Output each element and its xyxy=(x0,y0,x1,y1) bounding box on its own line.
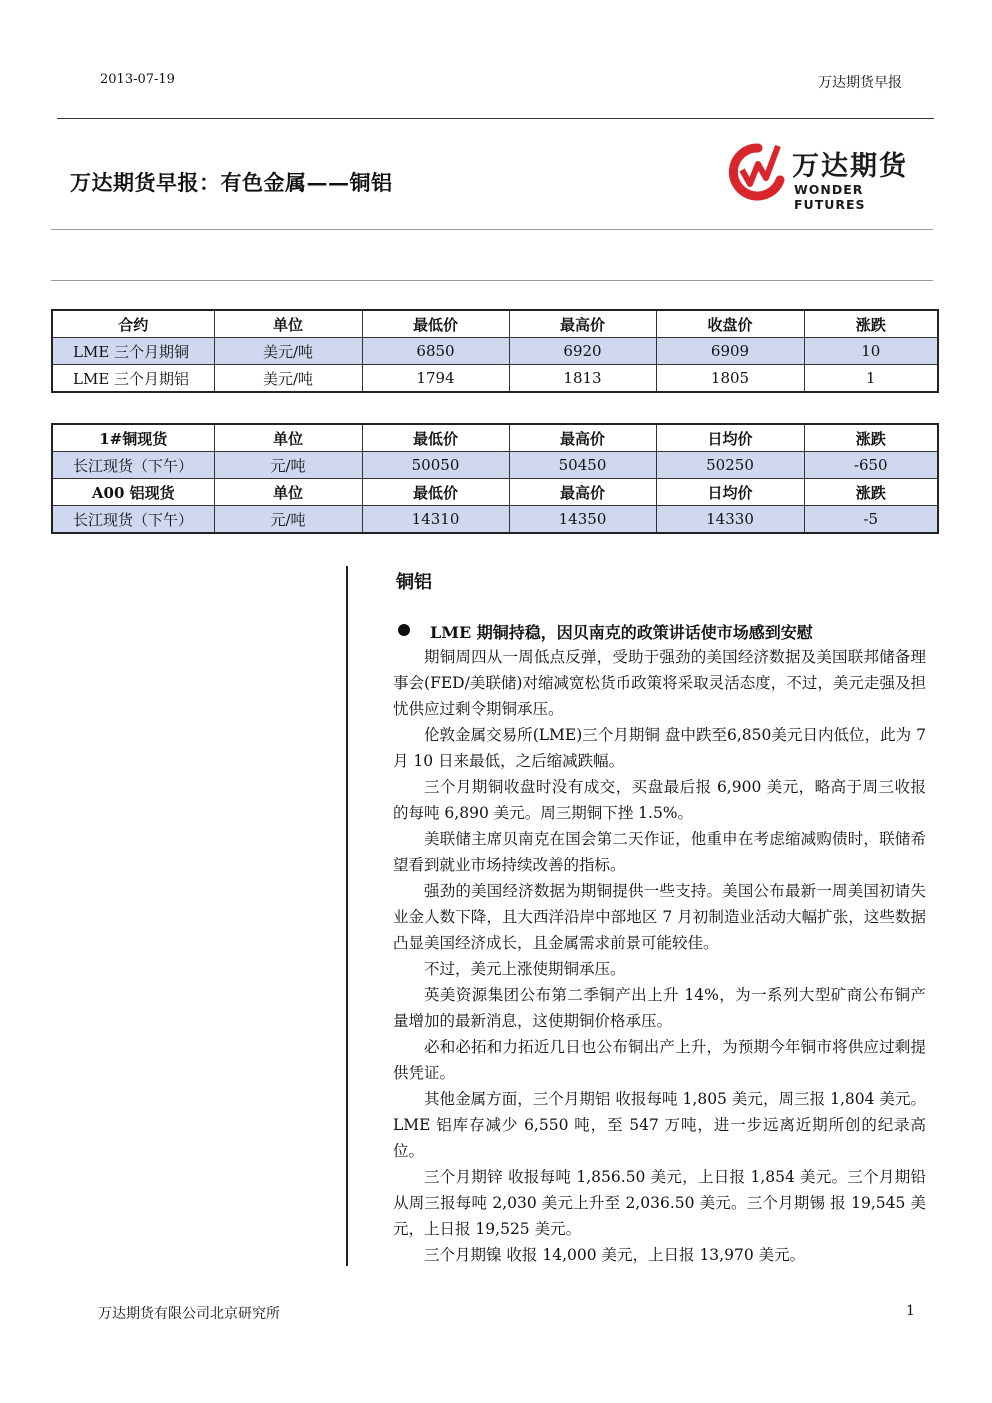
table-cell: 50450 xyxy=(509,452,656,479)
table-header-cell: 涨跌 xyxy=(804,310,938,338)
article-paragraph: 三个月期镍 收报 14,000 美元，上日报 13,970 美元。 xyxy=(424,1246,806,1264)
section-headline: LME 期铜持稳，因贝南克的政策讲话使市场感到安慰 xyxy=(430,623,813,642)
article-paragraph: 美联储主席贝南克在国会第二天作证，他重申在考虑缩减购债时，联储希望看到就业市场持续改善的指标。 xyxy=(393,830,926,874)
table-cell: 长江现货（下午） xyxy=(52,506,214,534)
footer-company: 万达期货有限公司北京研究所 xyxy=(98,1306,280,1322)
title-rule-top xyxy=(51,229,933,230)
table-header-cell: 日均价 xyxy=(656,424,804,452)
table-cell: LME 三个月期铝 xyxy=(52,365,214,393)
table-header-row xyxy=(52,479,938,506)
table-header-cell: 单位 xyxy=(214,310,362,338)
table-cell: 长江现货（下午） xyxy=(52,452,214,479)
table-cell: 6909 xyxy=(656,338,804,365)
spot-price-table xyxy=(51,423,939,534)
table-cell: 美元/吨 xyxy=(214,365,362,393)
table-cell: 1 xyxy=(804,365,938,393)
table-cell: 50250 xyxy=(656,452,804,479)
table-header-cell: A00 铝现货 xyxy=(52,479,214,506)
table-cell: 14350 xyxy=(509,506,656,534)
table-header-cell: 最低价 xyxy=(362,424,509,452)
article-paragraph: 三个月期锌 收报每吨 1,856.50 美元，上日报 1,854 美元。三个月期铅 从周三报每吨 2,030 美元上升至 2,036.50 美元。三个月期锡 报 19,545 美元，上日报 19,525 美元。 xyxy=(393,1168,926,1238)
article-paragraph: 必和必拓和力拓近几日也公布铜出产上升，为预期今年铜市将供应过剩提供凭证。 xyxy=(393,1038,926,1082)
table-row xyxy=(52,452,938,479)
article-body xyxy=(393,644,926,1268)
table-cell: 元/吨 xyxy=(214,452,362,479)
title-rule-bottom xyxy=(51,280,933,281)
table-header-cell: 最高价 xyxy=(509,479,656,506)
table-cell: 50050 xyxy=(362,452,509,479)
table-row xyxy=(52,506,938,534)
table-row xyxy=(52,338,938,365)
table-cell: LME 三个月期铜 xyxy=(52,338,214,365)
header-brand: 万达期货早报 xyxy=(818,75,902,91)
section-title: 铜铝 xyxy=(396,572,432,593)
table-header-cell: 日均价 xyxy=(656,479,804,506)
article-paragraph: 伦敦金属交易所(LME)三个月期铜 盘中跌至6,850美元日内低位，此为 7 月 10 日来最低，之后缩减跌幅。 xyxy=(393,726,926,770)
logo-text-cn: 万达期货 xyxy=(792,151,908,182)
table-header-cell: 涨跌 xyxy=(804,479,938,506)
table-header-cell: 最高价 xyxy=(509,424,656,452)
table-header-cell: 单位 xyxy=(214,424,362,452)
table-header-cell: 收盘价 xyxy=(656,310,804,338)
table-cell: -5 xyxy=(804,506,938,534)
article-paragraph: 期铜周四从一周低点反弹，受助于强劲的美国经济数据及美国联邦储备理事会(FED/美联储)对缩减宽松货币政策将采取灵活态度，不过，美元走强及担忧供应过剩令期铜承压。 xyxy=(393,648,926,718)
table-header-row xyxy=(52,310,938,338)
logo-mark-icon xyxy=(728,140,786,202)
table-header-row xyxy=(52,424,938,452)
table-cell: 6850 xyxy=(362,338,509,365)
table-header-cell: 1#铜现货 xyxy=(52,424,214,452)
table-header-cell: 最高价 xyxy=(509,310,656,338)
table-cell: 6920 xyxy=(509,338,656,365)
bullet-icon xyxy=(398,624,410,636)
table-cell: 10 xyxy=(804,338,938,365)
page-title: 万达期货早报：有色金属——铜铝 xyxy=(70,170,393,195)
article-paragraph: 英美资源集团公布第二季铜产出上升 14%，为一系列大型矿商公布铜产量增加的最新消息，这使期铜价格承压。 xyxy=(393,986,926,1030)
table-cell: -650 xyxy=(804,452,938,479)
table-cell: 元/吨 xyxy=(214,506,362,534)
table-header-cell: 合约 xyxy=(52,310,214,338)
article-paragraph: 不过，美元上涨使期铜承压。 xyxy=(424,960,626,978)
company-logo xyxy=(728,140,934,212)
table-header-cell: 单位 xyxy=(214,479,362,506)
table-cell: 1794 xyxy=(362,365,509,393)
header-rule xyxy=(57,118,934,119)
lme-price-table xyxy=(51,309,939,393)
table-cell: 14330 xyxy=(656,506,804,534)
column-divider xyxy=(346,566,348,1266)
article-paragraph: 三个月期铜收盘时没有成交，买盘最后报 6,900 美元，略高于周三收报的每吨 6,890 美元。周三期铜下挫 1.5%。 xyxy=(393,778,926,822)
article-paragraph: 其他金属方面，三个月期铝 收报每吨 1,805 美元，周三报 1,804 美元。LME 铝库存减少 6,550 吨，至 547 万吨，进一步远离近期所创的纪录高位。 xyxy=(393,1090,926,1160)
article-paragraph: 强劲的美国经济数据为期铜提供一些支持。美国公布最新一周美国初请失业金人数下降，且大西洋沿岸中部地区 7 月初制造业活动大幅扩张，这些数据凸显美国经济成长，且金属需求前景可能较佳。 xyxy=(393,882,926,952)
table-cell: 美元/吨 xyxy=(214,338,362,365)
header-date: 2013-07-19 xyxy=(100,72,175,87)
logo-text-en: WONDER FUTURES xyxy=(794,182,866,212)
table-header-cell: 最低价 xyxy=(362,310,509,338)
table-header-cell: 最低价 xyxy=(362,479,509,506)
table-header-cell: 涨跌 xyxy=(804,424,938,452)
table-cell: 1805 xyxy=(656,365,804,393)
page-number: 1 xyxy=(906,1303,915,1319)
table-cell: 1813 xyxy=(509,365,656,393)
table-cell: 14310 xyxy=(362,506,509,534)
table-row xyxy=(52,365,938,393)
